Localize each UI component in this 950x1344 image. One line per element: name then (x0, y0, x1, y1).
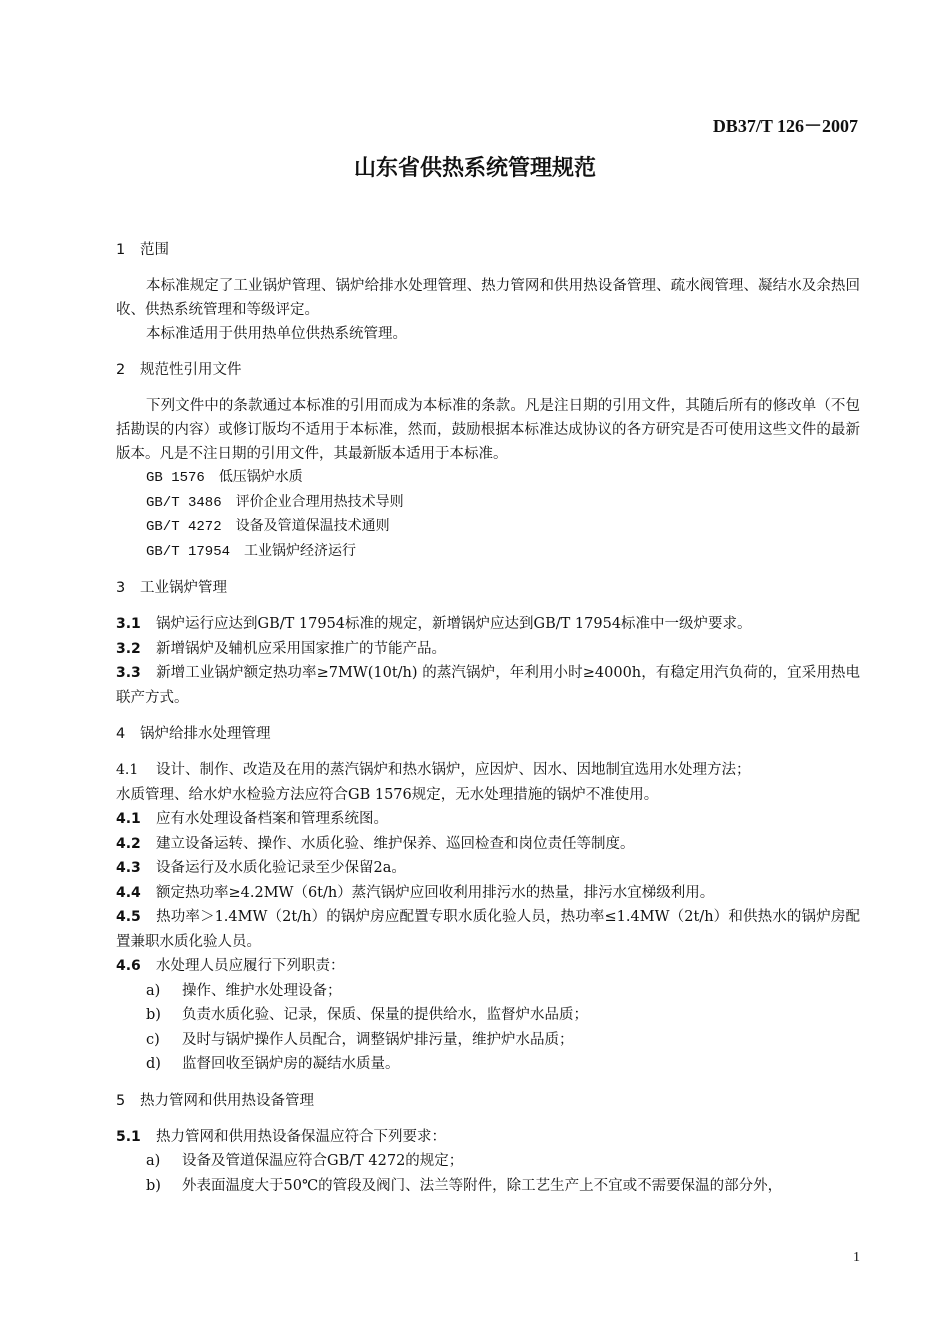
clause-number: 4.6 (116, 958, 141, 974)
reference-code: GB 1576 (146, 470, 205, 486)
section-number: 3 (116, 580, 126, 596)
clause-number: 4.2 (116, 835, 141, 852)
clause (116, 954, 860, 979)
clause (116, 856, 860, 881)
clause-number: 4.5 (116, 909, 141, 925)
section-number: 2 (116, 362, 126, 378)
standard-number: DB37/T 126－2007 (712, 116, 858, 136)
section-5-heading (116, 1089, 860, 1113)
clause (116, 1125, 860, 1150)
clause-text: 应有水处理设备档案和管理系统图。 (156, 811, 388, 827)
clause-number: 3.2 (116, 640, 141, 657)
list-text: 设备及管道保温应符合GB/T 4272的规定； (182, 1153, 464, 1169)
clause-number: 4.1 (116, 762, 139, 778)
reference-code: GB/T 3486 (146, 494, 222, 511)
list-marker: a) (146, 1153, 161, 1169)
clause-number: 3.3 (116, 665, 141, 681)
section-title: 工业锅炉管理 (140, 580, 227, 596)
clause (116, 637, 860, 662)
paragraph: 本标准适用于供用热单位供热系统管理。 (146, 326, 407, 342)
clause (116, 661, 860, 710)
list-text: 监督回收至锅炉房的凝结水质量。 (182, 1056, 400, 1072)
list-item (116, 1174, 860, 1199)
reference-item (116, 491, 860, 516)
clause-number: 5.1 (116, 1128, 141, 1145)
section-title: 热力管网和供用热设备管理 (140, 1092, 314, 1109)
list-marker: b) (146, 1007, 161, 1023)
clause-text: 建立设备运转、操作、水质化验、维护保养、巡回检查和岗位责任等制度。 (156, 835, 635, 852)
section-title: 规范性引用文件 (140, 362, 242, 378)
list-marker: b) (146, 1177, 161, 1194)
reference-name: 工业锅炉经济运行 (244, 543, 357, 560)
clause (116, 881, 860, 906)
clause (116, 832, 860, 857)
document-title: 山东省供热系统管理规范 (353, 156, 596, 181)
section-title: 锅炉给排水处理管理 (140, 726, 271, 742)
clause (116, 807, 860, 832)
section-1-heading (116, 238, 860, 262)
section-title: 范围 (140, 242, 169, 258)
clause-text: 新增工业锅炉额定热功率≥7MW(10t/h) 的蒸汽锅炉，年利用小时≥4000h，有稳定用汽负荷的，宜采用热电联产方式。 (116, 665, 860, 706)
list-marker: a) (146, 982, 161, 999)
clause (116, 758, 860, 783)
clause-text: 设备运行及水质化验记录至少保留2a。 (156, 860, 406, 876)
list-marker: d) (146, 1056, 161, 1072)
paragraph: 本标准规定了工业锅炉管理、锅炉给排水处理管理、热力管网和供用热设备管理、疏水阀管理、凝结水及余热回收、供热系统管理和等级评定。 (116, 278, 860, 318)
section-4-heading (116, 722, 860, 746)
reference-name: 评价企业合理用热技术导则 (235, 494, 404, 511)
clause-number: 3.1 (116, 616, 141, 632)
paragraph: 下列文件中的条款通过本标准的引用而成为本标准的条款。凡是注日期的引用文件，其随后所有的修改单（不包括勘误的内容）或修订版均不适用于本标准，然而，鼓励根据本标准达成协议的各方研究是否可使用这些文件的最新版本。凡是不注日期的引用文件，其最新版本适用于本标准。 (116, 398, 860, 462)
clause-text: 锅炉运行应达到GB/T 17954标准的规定，新增锅炉应达到GB/T 17954标准中一级炉要求。 (156, 616, 752, 632)
section-number: 5 (116, 1092, 126, 1109)
section-3-heading (116, 576, 860, 600)
clause (116, 612, 860, 637)
list-text: 外表面温度大于50℃的管段及阀门、法兰等附件，除工艺生产上不宜或不需要保温的部分外， (182, 1177, 783, 1194)
list-marker: c) (146, 1031, 160, 1048)
reference-item (116, 540, 860, 565)
clause-number: 4.3 (116, 860, 141, 876)
list-text: 及时与锅炉操作人员配合，调整锅炉排污量，维护炉水品质； (182, 1031, 574, 1048)
reference-code: GB/T 17954 (146, 543, 231, 560)
clause-text: 热功率＞1.4MW（2t/h）的锅炉房应配置专职水质化验人员，热功率≤1.4MW（2t/h）和供热水的锅炉房配置兼职水质化验人员。 (116, 909, 860, 950)
reference-item (116, 515, 860, 540)
reference-item (116, 466, 860, 491)
section-number: 4 (116, 726, 126, 742)
clause-number: 4.1 (116, 811, 141, 827)
reference-name: 低压锅炉水质 (218, 470, 303, 486)
clause-text: 设计、制作、改造及在用的蒸汽锅炉和热水锅炉，应因炉、因水、因地制宜选用水处理方法； (156, 762, 751, 778)
clause (116, 905, 860, 954)
clause-text: 额定热功率≥4.2MW（6t/h）蒸汽锅炉应回收利用排污水的热量，排污水宜梯级利用。 (156, 884, 715, 901)
reference-code: GB/T 4272 (146, 519, 222, 535)
list-text: 负责水质化验、记录，保质、保量的提供给水，监督炉水品质； (182, 1007, 588, 1023)
list-item (116, 1028, 860, 1053)
list-item (116, 1149, 860, 1174)
section-number: 1 (116, 242, 126, 258)
clause-text: 热力管网和供用热设备保温应符合下列要求： (156, 1128, 446, 1145)
reference-name: 设备及管道保温技术通则 (235, 519, 390, 535)
list-text: 操作、维护水处理设备； (182, 982, 342, 999)
clause-number: 4.4 (116, 884, 141, 901)
list-item (116, 1052, 860, 1077)
clause-text: 新增锅炉及辅机应采用国家推广的节能产品。 (156, 640, 446, 657)
list-item (116, 979, 860, 1004)
clause-text: 水处理人员应履行下列职责： (156, 958, 345, 974)
page-number: 1 (853, 1250, 860, 1265)
clause-continuation: 水质管理、给水炉水检验方法应符合GB 1576规定，无水处理措施的锅炉不准使用。 (116, 786, 659, 803)
list-item (116, 1003, 860, 1028)
document-body (116, 238, 860, 1198)
section-2-heading (116, 358, 860, 382)
